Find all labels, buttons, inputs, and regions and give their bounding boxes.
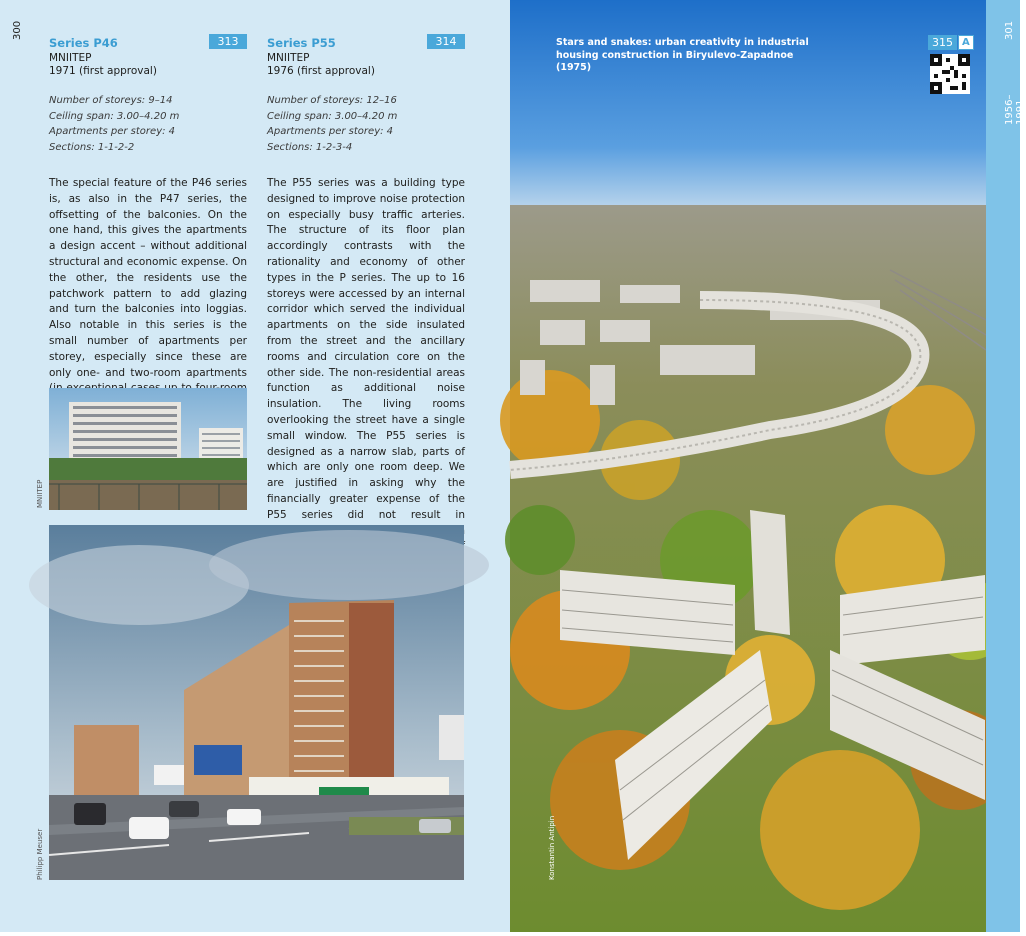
entry-p46-text: The special feature of the P46 series is, as also in the P47 series, the offsetting of the balconies. On the one hand, this gives the apartments a design accent – without additional structural and economic expense. On the other, the residents use the patchwork pattern to add glazing and turn the balconies into loggias. Also notable in this series is the small number of apartments per storey, especially since these are only one- and two-room apartments bbox=[49, 177, 247, 379]
entry-number-badge: 314 bbox=[427, 34, 465, 49]
left-page bbox=[0, 0, 510, 932]
entry-date: 1971 (first approval) bbox=[49, 65, 157, 77]
entry-p46 bbox=[49, 36, 247, 155]
page-number-right: 301 bbox=[1004, 20, 1015, 40]
entry-number-badge: 315 bbox=[928, 35, 957, 50]
entry-date: 1976 (first approval) bbox=[267, 65, 375, 77]
photo-credit: MNIITEP bbox=[36, 479, 44, 508]
qr-code-icon[interactable] bbox=[930, 54, 970, 94]
entry-specs: Number of storeys: 12–16 Ceiling span: 3.00–4.20 m Apartments per storey: 4 Sections: 1-2-3-4 bbox=[267, 95, 398, 153]
entry-number-badge: 313 bbox=[209, 34, 247, 49]
entry-letter-badge: A bbox=[958, 35, 974, 50]
chapter-side-tab bbox=[986, 0, 1026, 932]
photo-caption: Stars and snakes: urban creativity in industrial housing construction in Biryulevo-Zapadnoe (1975) bbox=[556, 37, 809, 73]
entry-author: MNIITEP bbox=[49, 52, 92, 64]
photo-p46-building bbox=[49, 388, 247, 510]
entry-author: MNIITEP bbox=[267, 52, 310, 64]
page-number-left: 300 bbox=[12, 20, 23, 40]
entry-specs: Number of storeys: 9–14 Ceiling span: 3.00–4.20 m Apartments per storey: 4 Sections: 1-1-2-2 bbox=[49, 95, 180, 153]
entry-p55 bbox=[267, 36, 465, 155]
entry-p55-text: The P55 series was a building type designed to improve noise protection on especially busy traffic arteries. The structure of its floor plan accordingly contrasts with the rationality and economy of other types in the P series. The up to 16 storeys were accessed by an internal corridor which served the individual apartments on the side insulated from the street and the ancillary rooms and circulation core on the other side. The non-residential areas function as additional noise insulation. The living rooms overlooking the street have a single small window. The P55 series is designed as a narrow slab, parts of which are only one room deep. We are justified in asking why the financially greater expense of the P55 series did not result in bbox=[267, 177, 465, 521]
aerial-photo-biryulevo bbox=[510, 0, 986, 932]
chapter-years: 1956–1991 bbox=[1004, 94, 1026, 125]
photo-p55-street bbox=[49, 525, 464, 880]
entry-title: Series P55 bbox=[267, 36, 336, 50]
photo-credit: Philipp Meuser bbox=[36, 828, 44, 880]
entry-title: Series P46 bbox=[49, 36, 118, 50]
right-page bbox=[510, 0, 1026, 932]
photo-credit: Konstantin Antipin bbox=[548, 815, 556, 880]
